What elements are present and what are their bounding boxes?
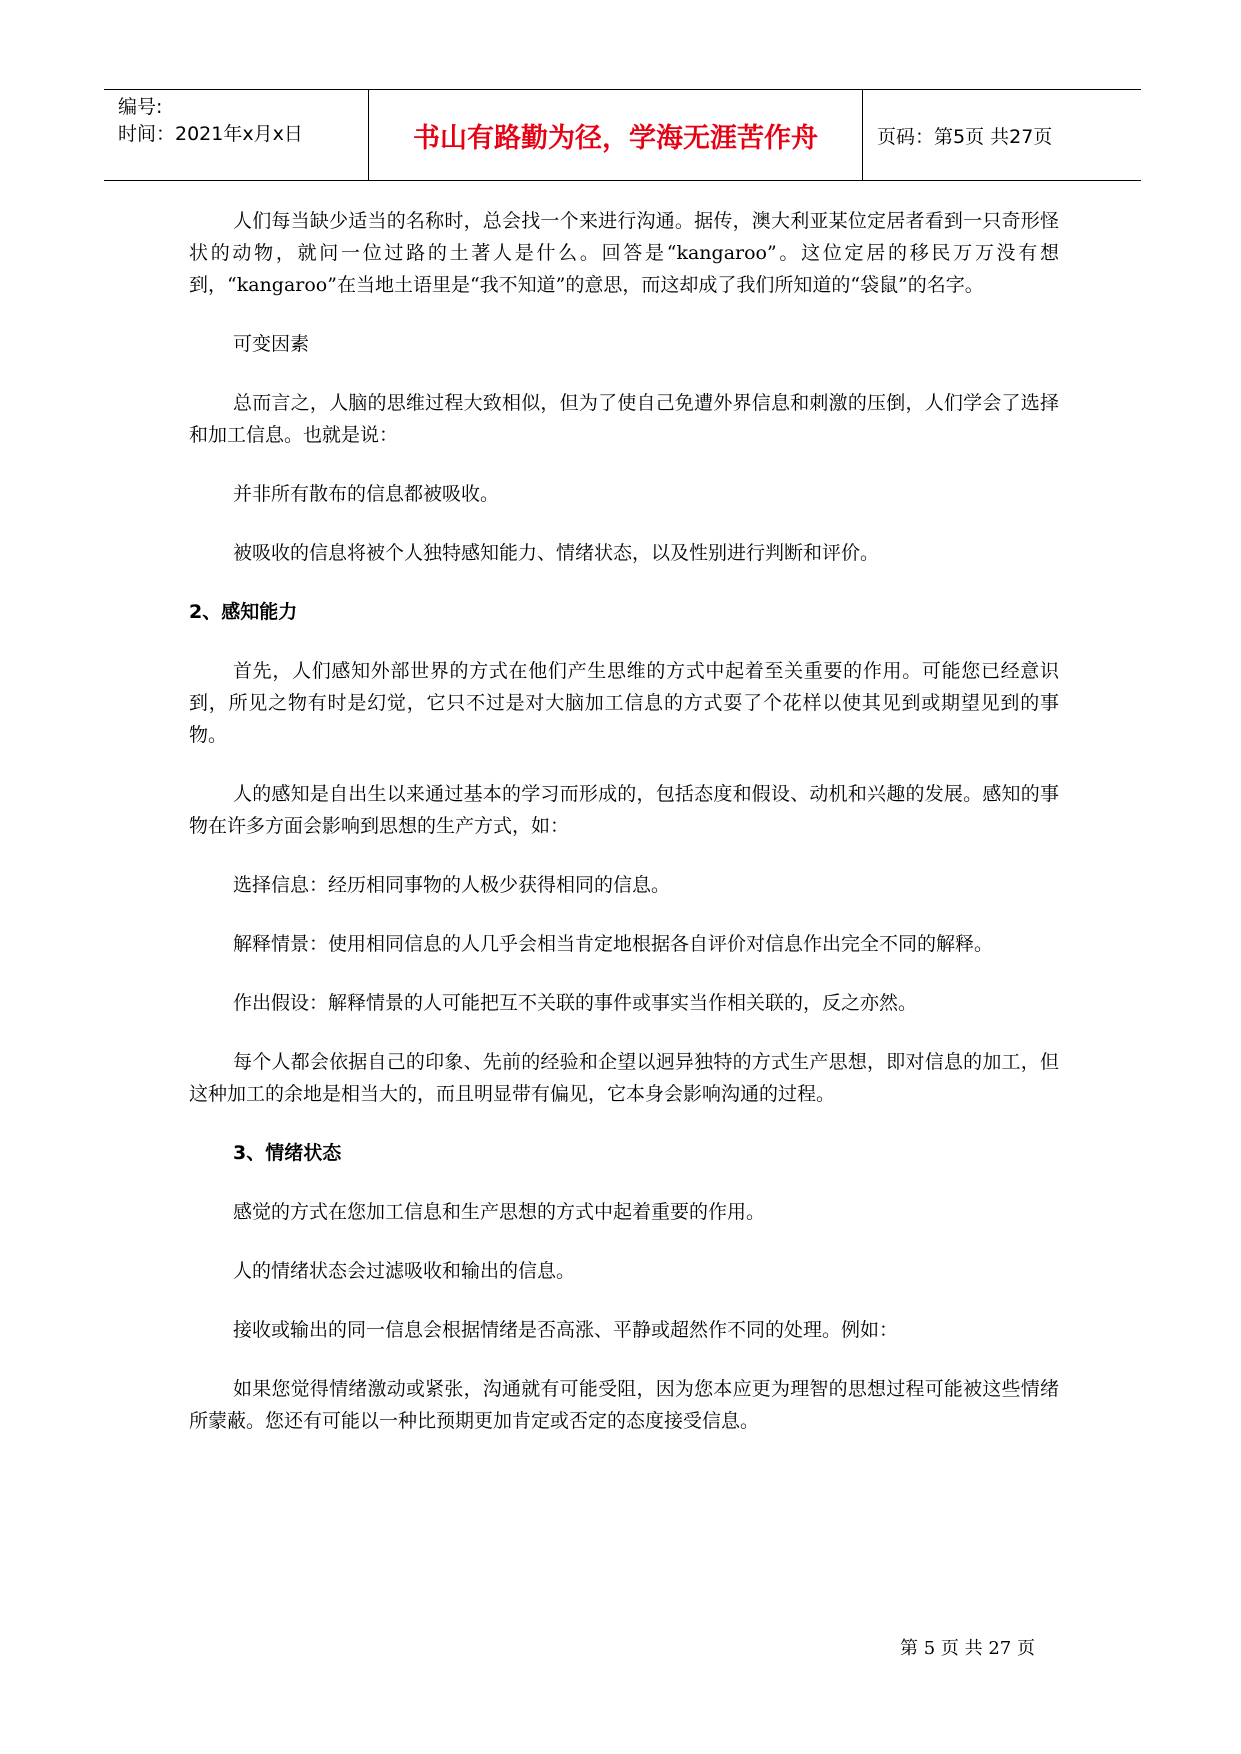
paragraph: 被吸收的信息将被个人独特感知能力、情绪状态，以及性别进行判断和评价。	[233, 542, 880, 564]
paragraph: 接收或输出的同一信息会根据情绪是否高涨、平静或超然作不同的处理。例如：	[233, 1319, 899, 1341]
time-label: 时间：2021年x月x日	[118, 123, 303, 145]
paragraph: 人的情绪状态会过滤吸收和输出的信息。	[233, 1260, 576, 1282]
paragraph: 解释情景：使用相同信息的人几乎会相当肯定地根据各自评价对信息作出完全不同的解释。	[233, 933, 994, 955]
paragraph: 人们每当缺少适当的名称时，总会找一个来进行沟通。据传，澳大利亚某位定居者看到一只奇形怪状的动物，就问一位过路的土著人是什么。回答是“kangaroo”。这位定居的移民万万没有想到，“kangaroo”在当地土语里是“我不知道”的意思，而这却成了我们所知道的“袋鼠”的名字。	[189, 210, 1059, 296]
paragraph: 并非所有散布的信息都被吸收。	[233, 483, 500, 505]
paragraph: 作出假设：解释情景的人可能把互不关联的事件或事实当作相关联的，反之亦然。	[233, 992, 918, 1014]
motto-text: 书山有路勤为径，学海无涯苦作舟	[413, 122, 818, 154]
page-header	[104, 89, 1141, 181]
paragraph: 人的感知是自出生以来通过基本的学习而形成的，包括态度和假设、动机和兴趣的发展。感知的事物在许多方面会影响到思想的生产方式，如：	[189, 783, 1059, 837]
paragraph: 每个人都会依据自己的印象、先前的经验和企望以迥异独特的方式生产思想，即对信息的加工，但这种加工的余地是相当大的，而且明显带有偏见，它本身会影响沟通的过程。	[189, 1051, 1059, 1105]
document-body	[189, 205, 1059, 1464]
page-number-label: 页码：第5页 共27页	[877, 125, 1053, 148]
paragraph: 如果您觉得情绪激动或紧张，沟通就有可能受阻，因为您本应更为理智的思想过程可能被这些情绪所蒙蔽。您还有可能以一种比预期更加肯定或否定的态度接受信息。	[189, 1378, 1059, 1432]
paragraph: 选择信息：经历相同事物的人极少获得相同的信息。	[233, 874, 671, 896]
section-heading: 2、感知能力	[189, 601, 298, 623]
header-page-cell	[863, 90, 1141, 180]
footer-page-number: 第 5 页 共 27 页	[900, 1638, 1035, 1659]
page-footer	[900, 1634, 1035, 1660]
paragraph: 可变因素	[233, 333, 310, 355]
paragraph: 总而言之，人脑的思维过程大致相似，但为了使自己免遭外界信息和刺激的压倒，人们学会了选择和加工信息。也就是说：	[189, 392, 1059, 446]
header-info-cell	[104, 90, 369, 180]
section-heading: 3、情绪状态	[233, 1142, 342, 1164]
header-motto-cell	[369, 90, 863, 180]
paragraph: 首先，人们感知外部世界的方式在他们产生思维的方式中起着至关重要的作用。可能您已经意识到，所见之物有时是幻觉，它只不过是对大脑加工信息的方式耍了个花样以使其见到或期望见到的事物。	[189, 660, 1059, 746]
serial-label: 编号:	[118, 96, 163, 118]
paragraph: 感觉的方式在您加工信息和生产思想的方式中起着重要的作用。	[233, 1201, 766, 1223]
